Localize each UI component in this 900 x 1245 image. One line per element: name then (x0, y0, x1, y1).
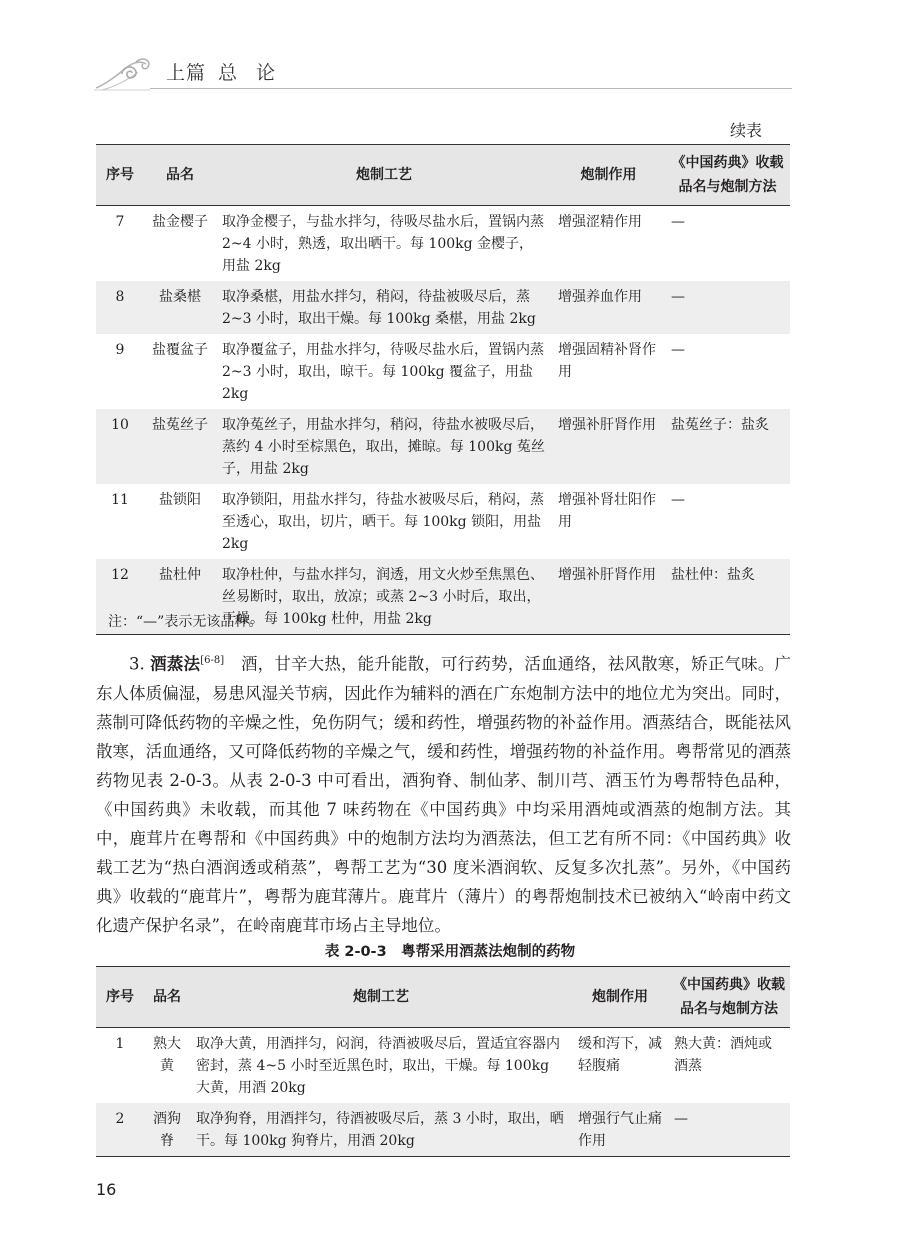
cell-process: 取净狗脊，用酒拌匀，待酒被吸尽后，蒸 3 小时，取出，晒干。每 100kg 狗脊片，用酒 20kg (190, 1103, 572, 1157)
col-header-effect: 炮制作用 (572, 967, 668, 1028)
cell-no: 12 (96, 559, 144, 635)
wine-steaming-table (96, 966, 790, 1157)
col-header-no: 序号 (96, 145, 144, 206)
cell-pharmacopoeia: — (671, 492, 685, 508)
cell-name: 盐锁阳 (159, 492, 201, 508)
col-header-no: 序号 (96, 967, 144, 1028)
col-header-name: 品名 (144, 145, 216, 206)
table-row (96, 281, 790, 334)
table-row (96, 409, 790, 484)
table-row (96, 484, 790, 559)
cell-pharmacopoeia: 盐菟丝子：盐炙 (665, 409, 790, 484)
cell-no: 1 (115, 1036, 125, 1052)
table-row (96, 334, 790, 409)
page-header (0, 0, 900, 100)
cell-effect: 增强补肝肾作用 (552, 409, 665, 484)
col-header-process: 炮制工艺 (190, 967, 572, 1028)
cell-process: 取净桑椹，用盐水拌匀，稍闷，待盐被吸尽后，蒸 2~3 小时，取出干燥。每 100kg 桑椹，用盐 2kg (216, 281, 552, 334)
cell-name: 熟大黄 (153, 1036, 181, 1074)
col-header-process: 炮制工艺 (216, 145, 552, 206)
page-number: 16 (96, 1180, 117, 1199)
col-header-effect: 炮制作用 (552, 145, 665, 206)
cell-no: 10 (96, 409, 144, 484)
cell-name: 盐金樱子 (152, 214, 208, 230)
cell-pharmacopoeia: — (671, 342, 685, 358)
col-header-name: 品名 (144, 967, 190, 1028)
table-row (96, 1103, 790, 1157)
cell-effect: 缓和泻下，减轻腹痛 (578, 1036, 662, 1074)
cell-process: 取净覆盆子，用盐水拌匀，待吸尽盐水后，置锅内蒸 2~3 小时，取出，晾干。每 100kg 覆盆子，用盐 2kg (222, 342, 544, 402)
swirl-ornament-icon (92, 54, 154, 92)
cell-effect: 增强固精补肾作用 (558, 342, 656, 380)
header-title-1: 总 (218, 62, 239, 84)
col-header-pharmacopoeia: 《中国药典》收载品名与炮制方法 (668, 967, 790, 1028)
col-header-pharmacopoeia: 《中国药典》收载品名与炮制方法 (665, 145, 790, 206)
section-number: 3. (129, 654, 145, 674)
cell-process: 取净大黄，用酒拌匀，闷润，待酒被吸尽后，置适宜容器内密封，蒸 4~5 小时至近黑色时，取出，干燥。每 100kg 大黄，用酒 20kg (196, 1036, 560, 1096)
cell-process: 取净金樱子，与盐水拌匀，待吸尽盐水后，置锅内蒸 2~4 小时，熟透，取出晒干。每 100kg 金樱子，用盐 2kg (222, 214, 544, 274)
cell-no: 2 (96, 1103, 144, 1157)
cell-process: 取净锁阳，用盐水拌匀，待盐水被吸尽后，稍闷，蒸至透心，取出，切片，晒干。每 100kg 锁阳，用盐 2kg (222, 492, 544, 552)
cell-effect: 增强补肾壮阳作用 (558, 492, 656, 530)
table-row (96, 206, 790, 282)
cell-effect: 增强养血作用 (552, 281, 665, 334)
cell-effect: 增强补肝肾作用 (552, 559, 665, 635)
header-rule (150, 88, 792, 89)
continued-label: 续表 (730, 121, 763, 140)
cell-pharmacopoeia: — (665, 281, 790, 334)
citation: [6-8] (200, 655, 225, 666)
cell-no: 11 (111, 492, 129, 508)
cell-name: 盐覆盆子 (152, 342, 208, 358)
table-caption: 表 2-0-3 粤帮采用酒蒸法炮制的药物 (324, 944, 576, 960)
cell-name: 盐杜仲 (144, 559, 216, 635)
table-header-row (96, 145, 790, 206)
section-body: 酒，甘辛大热，能升能散，可行药势，活血通络，祛风散寒，矫正气味。广东人体质偏湿，易患风湿关节病，因此作为辅料的酒在广东炮制方法中的地位尤为突出。同时，蒸制可降低药物的辛燥之性，免伤阴气；缓和药性，增强药物的补益作用。酒蒸结合，既能祛风散寒，活血通络，又可降低药物的辛燥之气，缓和药性，增强药物的补益作用。粤帮常见的酒蒸药物见表 2-0-3。从表 2-0-3 中可看出，酒狗脊、制仙茅、制川芎、酒玉竹为粤帮特色品种，《中国药典》未收载，而其他 7 味药物在《中国药典》中均采用酒炖或酒蒸的炮制方法。其中，鹿茸片在粤帮和《中国药典》中的炮制方法均为酒蒸法，但工艺有所不同：《中国药典》收载工艺为“热白酒润透或稍蒸”，粤帮工艺为“30 度米酒润软、反复多次扎蒸”。另外，《中国药典》收载的“鹿茸片”，粤帮为鹿茸薄片。鹿茸片（薄片）的粤帮炮制技术已被纳入“岭南中药文化遗产保护名录”，在岭南鹿茸市场占主导地位。 (96, 654, 792, 935)
cell-name: 盐桑椹 (144, 281, 216, 334)
cell-no: 8 (96, 281, 144, 334)
table-row (96, 1028, 790, 1104)
cell-name: 盐菟丝子 (144, 409, 216, 484)
cell-no: 9 (115, 342, 125, 358)
cell-pharmacopoeia: 盐杜仲：盐炙 (665, 559, 790, 635)
header-title-2: 论 (256, 62, 277, 84)
processing-table-continued (96, 144, 790, 635)
cell-pharmacopoeia: 熟大黄：酒炖或酒蒸 (674, 1036, 772, 1074)
cell-name: 酒狗脊 (144, 1103, 190, 1157)
table-header-row (96, 967, 790, 1028)
section-paragraph (96, 646, 791, 940)
section-title: 酒蒸法 (150, 654, 201, 674)
cell-no: 7 (115, 214, 125, 230)
cell-process: 取净菟丝子，用盐水拌匀，稍闷，待盐水被吸尽后，蒸约 4 小时至棕黑色，取出，摊晾。每 100kg 菟丝子，用盐 2kg (216, 409, 552, 484)
cell-process: 取净杜仲，与盐水拌匀，润透，用文火炒至焦黑色、丝易断时，取出，放凉；或蒸 2~3 小时后，取出，干燥。每 100kg 杜仲，用盐 2kg (216, 559, 552, 635)
cell-pharmacopoeia: — (671, 214, 685, 230)
cell-effect: 增强涩精作用 (558, 214, 642, 230)
running-header (166, 58, 276, 85)
cell-effect: 增强行气止痛作用 (572, 1103, 668, 1157)
cell-pharmacopoeia: — (668, 1103, 790, 1157)
table-note: 注：“—”表示无该品种。 (108, 614, 263, 630)
header-part: 上篇 (166, 62, 207, 84)
